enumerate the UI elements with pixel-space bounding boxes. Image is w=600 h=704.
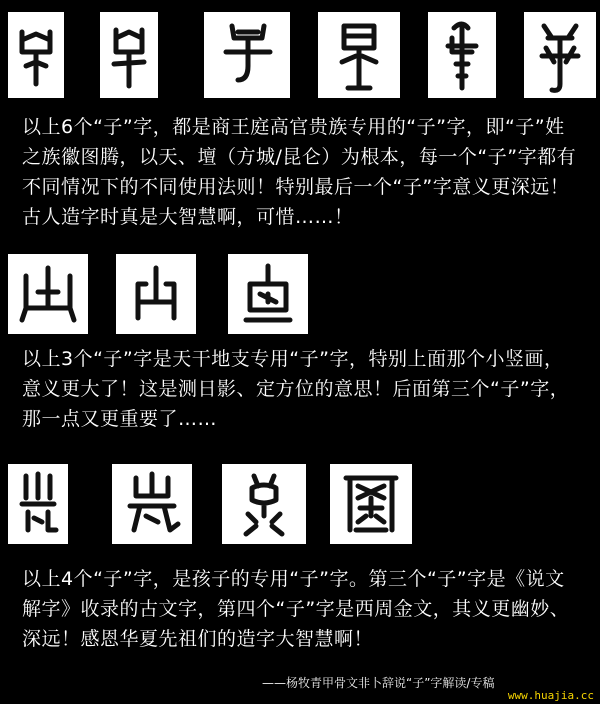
site-watermark: www.huajia.cc — [507, 689, 594, 702]
glyph-card-5 — [428, 12, 496, 98]
oracle-bone-zi-glyph-3 — [204, 12, 290, 98]
glyph-card-3 — [204, 12, 290, 98]
glyph-card-12 — [222, 464, 306, 544]
child-zi-guwen-glyph-3 — [222, 464, 306, 544]
glyph-card-2 — [100, 12, 158, 98]
paragraph-ganzhi-zi: 以上3个“子”字是天干地支专用“子”字，特别上面那个小竖画，意义更大了！这是测日影、定方位的意思！后面第三个“子”字，那一点又更重要了…… — [22, 348, 570, 430]
oracle-bone-zi-glyph-1 — [8, 12, 64, 98]
oracle-bone-zi-ganzhi-glyph-3 — [228, 254, 308, 334]
oracle-bone-zi-glyph-6 — [524, 12, 596, 98]
glyph-card-4 — [318, 12, 400, 98]
glyph-card-7 — [8, 254, 88, 334]
child-zi-bronze-glyph-4 — [330, 464, 412, 544]
glyph-card-1 — [8, 12, 64, 98]
paragraph-royal-zi: 以上6个“子”字，都是商王庭高官贵族专用的“子”字，即“子”姓之族徽图腾，以天、壇（方城/昆仑）为根本，每一个“子”字都有不同情况下的不同使用法则！特别最后一个“子”字意义更深远！古人造字时真是大智慧啊，可惜……！ — [22, 116, 577, 228]
glyph-card-9 — [228, 254, 308, 334]
glyph-card-6 — [524, 12, 596, 98]
oracle-bone-zi-glyph-4 — [318, 12, 400, 98]
oracle-bone-zi-ganzhi-glyph-2 — [116, 254, 196, 334]
paragraph-child-zi: 以上4个“子”字，是孩子的专用“子”字。第三个“子”字是《说文解字》收录的古文字，第四个“子”字是西周金文，其义更幽妙、深远！感恩华夏先祖们的造字大智慧啊！ — [22, 568, 570, 650]
glyph-card-10 — [8, 464, 68, 544]
glyph-card-11 — [112, 464, 192, 544]
child-zi-glyph-2 — [112, 464, 192, 544]
oracle-bone-zi-ganzhi-glyph-1 — [8, 254, 88, 334]
oracle-bone-zi-glyph-5 — [428, 12, 496, 98]
author-credit: ——杨牧青甲骨文非卜辞说“子”字解读/专稿 — [262, 676, 495, 690]
glyph-card-8 — [116, 254, 196, 334]
child-zi-glyph-1 — [8, 464, 68, 544]
oracle-bone-zi-glyph-2 — [100, 12, 158, 98]
glyph-card-13 — [330, 464, 412, 544]
